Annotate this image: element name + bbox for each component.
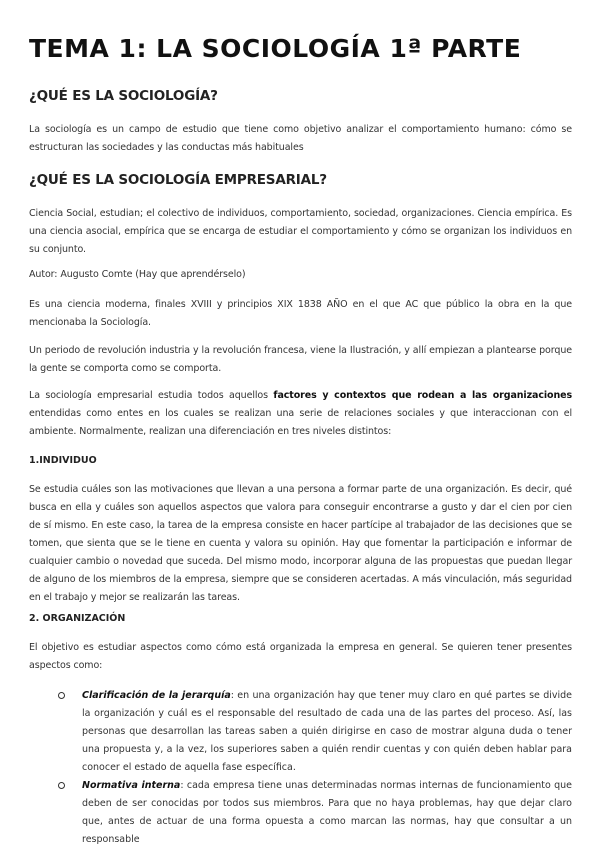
paragraph-organizacion: El objetivo es estudiar aspectos como cómo está organizada la empresa en general. Se quieren tener presentes aspectos como: (29, 642, 572, 671)
paragraph-sociologia-empresarial (29, 387, 572, 441)
paragraph-definicion: La sociología es un campo de estudio que tiene como objetivo analizar el comportamiento humano: cómo se estructuran las sociedades y las conductas más habituales (29, 124, 572, 153)
paragraph-revolucion: Un periodo de revolución industria y la revolución francesa, viene la Ilustración, y allí empiezan a plantearse porque la gente se comporta como se comporta. (29, 345, 572, 374)
list-item (58, 687, 572, 777)
paragraph-individuo: Se estudia cuáles son las motivaciones que llevan a una persona a formar parte de una organización. Es decir, qué busca en ella y cuáles son aquellos aspectos que valora para conseguir encontrarse a gusto y dar el cien por cien de sí mismo. En este caso, la tarea de la empresa consiste en hacer partícipe al trabajador de las decisiones que se tomen, que sienta que se le tiene en cuenta y valora su opinión. Hay que fomentar la participación e informar de cualquier cambio o novedad que suceda. Del mismo modo, incorporar alguna de las propuestas que puedan llegar de alguno de los miembros de la empresa, siempre que se consideren acertadas. A más vinculación, más seguridad en el trabajo y mejor se realizarán las tareas. (29, 484, 572, 603)
paragraph-ciencia-moderna: Es una ciencia moderna, finales XVIII y principios XIX 1838 AÑO en el que AC que público la obra en la que mencionaba la Sociología. (29, 299, 572, 328)
page-title: TEMA 1: LA SOCIOLOGÍA 1ª PARTE (29, 34, 522, 63)
paragraph-autor: Autor: Augusto Comte (Hay que aprendérselo) (29, 269, 246, 280)
heading-individuo: 1.INDIVIDUO (29, 455, 97, 466)
p5-bold: factores y contextos que rodean a las organizaciones (273, 390, 573, 401)
bullet-term: Clarificación de la jerarquía (82, 690, 231, 701)
heading-que-es-sociologia: ¿QUÉ ES LA SOCIOLOGÍA? (29, 88, 218, 104)
p5-pre: La sociología empresarial estudia todos aquellos (29, 390, 274, 401)
organizacion-bullet-list (58, 687, 572, 849)
list-item (58, 777, 572, 849)
bullet-term: Normativa interna (82, 780, 181, 791)
bullet-circle-icon (58, 692, 65, 699)
paragraph-ciencia-social: Ciencia Social, estudian; el colectivo de individuos, comportamiento, sociedad, organizaciones. Ciencia empírica. Es una ciencia asocial, empírica que se encarga de estudiar el comportamiento y cómo se organizan los individuos en su conjunto. (29, 208, 572, 255)
heading-organizacion: 2. ORGANIZACIÓN (29, 613, 126, 624)
bullet-text: : cada empresa tiene unas determinadas normas internas de funcionamiento que deben de ser conocidas por todos sus miembros. Para que no haya problemas, hay que dejar claro que, antes de actuar de una forma opuesta a como marcan las normas, hay que consultar a un responsable (82, 780, 572, 845)
p5-post: entendidas como entes en los cuales se realizan una serie de relaciones sociales y que interaccionan con el ambiente. Normalmente, realizan una diferenciación en tres niveles distintos: (29, 408, 572, 437)
heading-sociologia-empresarial: ¿QUÉ ES LA SOCIOLOGÍA EMPRESARIAL? (29, 172, 327, 188)
bullet-text: : en una organización hay que tener muy claro en qué partes se divide la organización y cuál es el responsable del resultado de cada una de las partes del proceso. Así, las personas que desarrollan las tareas saben a quién dirigirse en caso de mostrar alguna duda o tener una propuesta y, a la vez, los superiores saben a quién rendir cuentas y con quién deben hablar para conocer el estado de aquella fase específica. (82, 690, 573, 773)
bullet-circle-icon (58, 782, 65, 789)
